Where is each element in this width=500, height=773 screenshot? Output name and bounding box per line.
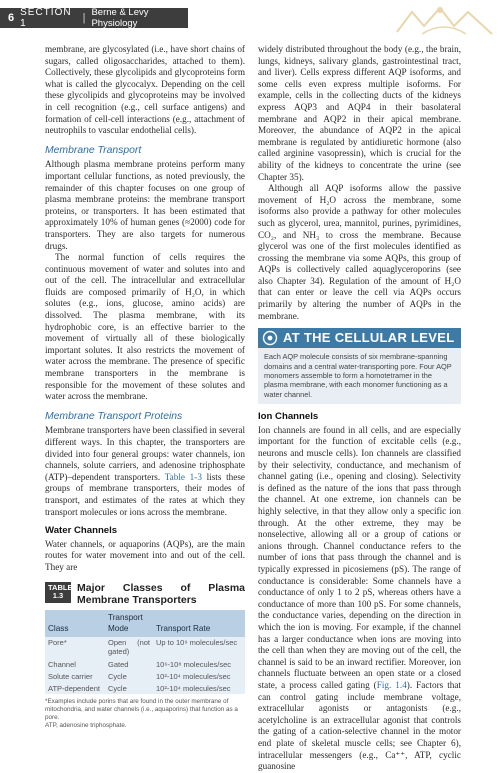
paragraph-text: Membrane transporters have been classified in several different ways. In this chapter, the transporters are divided into four general groups: water channels, ion channels, solute carriers, and adenosine triphosphate (ATP)–dependent transporters. bbox=[45, 425, 245, 482]
page-number: 6 bbox=[8, 12, 15, 24]
heading-ion-channels: Ion Channels bbox=[258, 411, 319, 423]
heading-membrane-transport-proteins: Membrane Transport Proteins bbox=[45, 410, 183, 422]
paragraph-water-channels: Water channels, or aquaporins (AQPs), are the main routes for water movement into and out of the cell. They are bbox=[45, 538, 245, 572]
at-the-cellular-level-box bbox=[258, 328, 461, 404]
book-title: Berne & Levy Physiology bbox=[91, 7, 149, 29]
table-cell: Up to 10⁹ molecules/sec bbox=[153, 637, 245, 658]
paragraph-membrane-transport-2: The normal function of cells requires the continuous movement of water and solutes into and out of the cell. The intracellular and extracellular fluids are composed primarily of H₂O, in which solutes (e.g., ions, glucose, amino acids) are dissolved. The plasma membrane, with its hydrophobic core, is an effective barrier to the movement of virtually all of these biologically important solutes. It also restricts the movement of water across the membrane. The presence of specific membrane transporters in the membrane is responsible for the movement of these solutes and water across the membrane. bbox=[45, 252, 245, 402]
page-header bbox=[0, 0, 500, 36]
paragraph-ion-channels bbox=[258, 425, 461, 773]
cell-icon bbox=[262, 330, 278, 346]
left-column bbox=[45, 44, 245, 730]
column-header: Class bbox=[45, 610, 105, 637]
paragraph-text: Ion channels are found in all cells, and are especially important for the function of excitable cells (e.g., neurons and muscle cells). Ion channels are classified by their selectivity, conductance, and mechanism of channel gating (i.e., opening and closing). Selectivity is defined as the nature of the ions that pass through the channel. At one extreme, ion channels can be highly selective, in that they allow only a specific ion through. At the other extreme, they may be nonselective, allowing all or a group of cations or anions through. Channel conductance refers to the number of ions that pass through the channel and is typically expressed in picosiemens (pS). The range of conductance is considerable: Some channels have a conductance of only 1 to 2 pS, whereas others have a conductance of more than 100 pS. For some channels, the conductance varies, depending on the direction in which the ion is moving. For example, if the channel has a larger conductance when ions are moving into the cell than when they are moving out of the cell, the channel is said to be an inward rectifier. Moreover, ion channels fluctuate between an open state or a closed state, a process called gating ( bbox=[258, 424, 461, 690]
transporter-table bbox=[45, 610, 245, 695]
section-label: SECTION 1 bbox=[20, 7, 72, 29]
right-column bbox=[258, 44, 461, 773]
header-divider: | bbox=[82, 12, 86, 24]
table-cell: Cycle bbox=[105, 682, 153, 694]
table-header-row bbox=[45, 610, 245, 637]
table-cell: 10²-10⁴ molecules/sec bbox=[153, 670, 245, 682]
paragraph-aqp-distribution: widely distributed throughout the body (e.g., the brain, lungs, kidneys, salivary glands, gastrointestinal tract, and liver). Cells express different AQP isoforms, and some cells even express multiple isoforms. For example, cells in the collecting ducts of the kidneys express AQP3 and AQP4 in their basolateral membrane and AQP2 in their apical membrane. Moreover, the abundance of AQP2 in the apical membrane is regulated by antidiuretic hormone (also called arginine vasopressin), which is crucial for the ability of the kidneys to concentrate the urine (see Chapter 35). bbox=[258, 44, 461, 182]
paragraph-glycocalyx: membrane, are glycosylated (i.e., have short chains of sugars, called oligosaccharides, attached to them). Collectively, these glycolipids and glycoproteins form what is called the glycocalyx. Depending on the cell these glycolipids and glycoproteins may be involved in cell recognition (e.g., cell surface antigens) and formation of cell-cell interactions (e.g., attachment of neutrophils to vascular endothelial cells). bbox=[45, 44, 245, 136]
cellular-level-title: AT THE CELLULAR LEVEL bbox=[283, 330, 455, 346]
heading-membrane-transport: Membrane Transport bbox=[45, 144, 142, 156]
running-head bbox=[0, 8, 188, 28]
column-header: Transport Rate bbox=[153, 610, 245, 637]
table-cell: ATP-dependent bbox=[45, 682, 105, 694]
paragraph-membrane-transport-1: Although plasma membrane proteins perform many important cellular functions, as noted previously, the remainder of this chapter focuses on one group of plasma membrane proteins: the membrane transport proteins, or transporters. It has been estimated that approximately 10% of human genes (≈2000) code for transporters. They are also targets for numerous drugs. bbox=[45, 159, 245, 251]
table-cell: Cycle bbox=[105, 670, 153, 682]
table-footnote: *Examples include porins that are found in the outer membrane of mitochondria, and water channels (i.e., aquaporins) that function as a pore. bbox=[45, 698, 238, 722]
table-cell: Gated bbox=[105, 658, 153, 670]
table-caption bbox=[45, 582, 245, 606]
paragraph-transport-proteins bbox=[45, 425, 245, 518]
figure-reference-link[interactable]: Fig. 1.4 bbox=[376, 679, 407, 690]
table-cell: Open (not gated) bbox=[105, 637, 153, 658]
column-header: Transport Mode bbox=[105, 610, 153, 637]
cellular-level-body: Each AQP molecule consists of six membrane-spanning domains and a central water-transporting pore. Four AQP monomers assemble to form a homotetramer in the plasma membrane, with each monomer functioning as a water channel. bbox=[258, 348, 461, 404]
table-cell: 10⁶-10⁸ molecules/sec bbox=[153, 658, 245, 670]
table-row bbox=[45, 670, 245, 682]
table-footnote-abbrev: ATP, adenosine triphosphate. bbox=[45, 722, 127, 730]
table-cell: 10²-10⁴ molecules/sec bbox=[153, 682, 245, 694]
table-row bbox=[45, 682, 245, 694]
table-number-badge: TABLE 1.3 bbox=[45, 582, 71, 603]
table-transporters bbox=[45, 582, 245, 731]
table-row bbox=[45, 658, 245, 670]
paragraph-aqp-isoforms: Although all AQP isoforms allow the passive movement of H₂O across the membrane, some isoforms also provide a pathway for other molecules such as glycerol, urea, mannitol, purines, pyrimidines, CO₂, and NH₃ to cross the membrane. Because glycerol was one of the first molecules identified as crossing the membrane via some AQPs, this group of AQPs is collectively called aquaglyceroporins (see also Chapter 34). Regulation of the amount of H₂O that can enter or leave the cell via AQPs occurs primarily by altering the number of AQPs in the membrane. bbox=[258, 183, 461, 321]
table-cell: Pore* bbox=[45, 637, 105, 658]
table-cell: Channel bbox=[45, 658, 105, 670]
paragraph-text: lists these groups of membrane transporters, their modes of transport, and estimates of the rates at which they transport molecules or ions across the membrane. bbox=[45, 471, 245, 517]
table-title: Major Classes of Plasma Membrane Transporters bbox=[77, 581, 245, 606]
watermark-logo-icon bbox=[392, 2, 497, 42]
table-row bbox=[45, 637, 245, 658]
table-reference-link[interactable]: Table 1-3 bbox=[164, 471, 202, 482]
table-cell: Solute carrier bbox=[45, 670, 105, 682]
heading-water-channels: Water Channels bbox=[45, 525, 118, 537]
cellular-level-heading bbox=[258, 328, 461, 348]
paragraph-text: ). Factors that can control gating include membrane voltage, extracellular agonists or antagonists (e.g., acetylcholine is an extracellular agonist that controls the gating of a cation-selective channel in the motor end plate of skeletal muscle cells; see Chapter 6), intracellular messengers (e.g., Ca⁺⁺, ATP, cyclic guanosine bbox=[258, 679, 461, 772]
